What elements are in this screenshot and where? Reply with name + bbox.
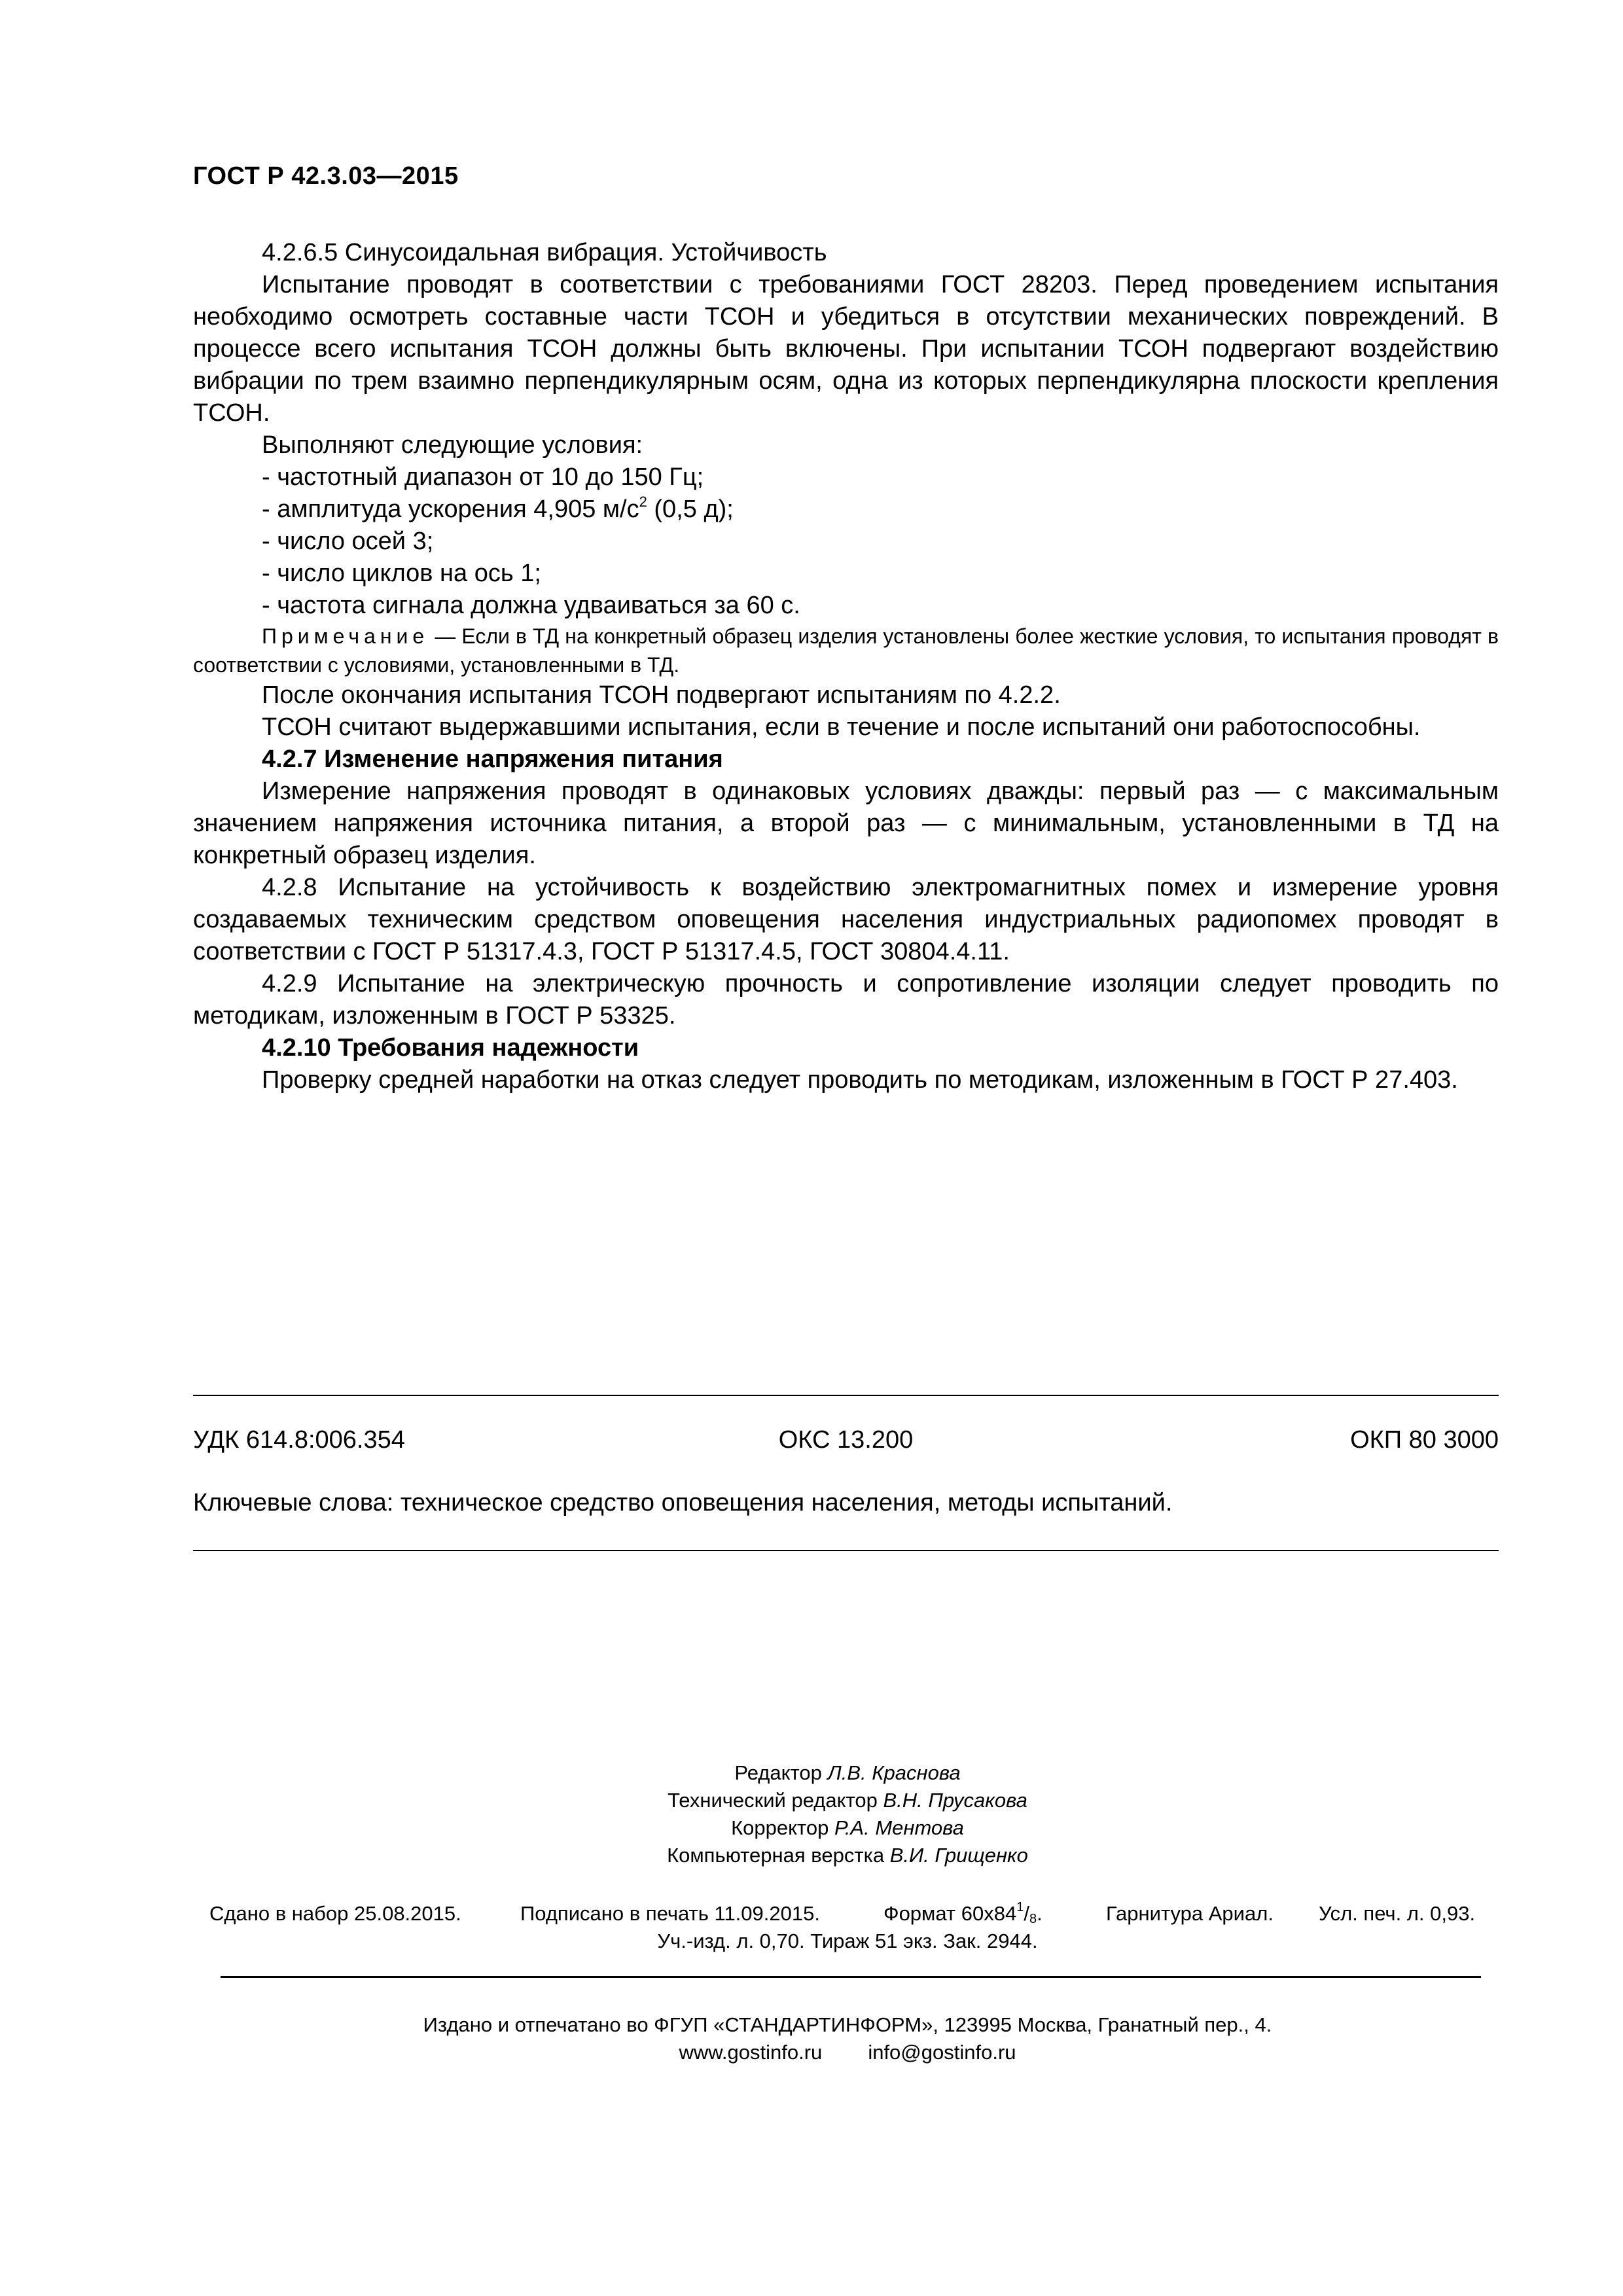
divider (221, 1976, 1481, 1978)
note-text: — Если в ТД на конкретный образец изделия установлены более жесткие условия, то испытания проводят в соответствии с условиями, установленными в ТД. (193, 624, 1499, 677)
format-denominator: 8 (1029, 1912, 1037, 1926)
imprint-sheets: Усл. печ. л. 0,93. (1319, 1902, 1476, 1925)
condition-text: - амплитуда ускорения 4,905 м/с (262, 495, 639, 523)
imprint-line-2: Уч.-изд. л. 0,70. Тираж 51 экз. Зак. 2944. (657, 1929, 1038, 1952)
note-label: Примечание (262, 624, 429, 648)
paragraph-after-test: После окончания испытания ТСОН подвергают испытаниям по 4.2.2. (262, 681, 1061, 709)
divider (193, 1550, 1499, 1551)
credit-person: Р.А. Ментова (834, 1816, 964, 1839)
credit-editor (0, 1759, 1623, 1787)
paragraph-4-2-9: 4.2.9 Испытание на электрическую прочность и сопротивление изоляции следует проводить по методикам, изложенным в ГОСТ Р 53325. (193, 970, 1499, 1030)
format-slash: / (1024, 1902, 1029, 1925)
credit-person: В.И. Грищенко (889, 1844, 1028, 1867)
oks-code: ОКС 13.200 (778, 1426, 914, 1454)
condition-text: (0,5 д); (647, 495, 734, 523)
condition-item: - число циклов на ось 1; (262, 560, 541, 587)
publisher-contacts (0, 2039, 1623, 2066)
divider (193, 1395, 1499, 1396)
credit-role: Компьютерная верстка (667, 1844, 885, 1867)
superscript: 2 (639, 493, 647, 510)
conditions-intro: Выполняют следующие условия: (262, 431, 643, 459)
email-link[interactable]: info@gostinfo.ru (868, 2041, 1016, 2064)
okp-code: ОКП 80 3000 (1350, 1426, 1499, 1454)
credit-tech-editor (0, 1787, 1623, 1814)
keywords: Ключевые слова: техническое средство оповещения населения, методы испытаний. (193, 1489, 1173, 1516)
imprint-typeset: Сдано в набор 25.08.2015. (209, 1902, 461, 1925)
section-heading-4-2-6-5: 4.2.6.5 Синусоидальная вибрация. Устойчивость (262, 239, 827, 266)
condition-item: - частота сигнала должна удваиваться за 60 с. (262, 592, 800, 619)
credit-role: Корректор (731, 1816, 829, 1839)
credit-person: Л.В. Краснова (827, 1761, 961, 1784)
publisher-block (0, 2011, 1623, 2066)
condition-item: - число осей 3; (262, 528, 434, 555)
credit-role: Технический редактор (668, 1789, 878, 1812)
publisher-line: Издано и отпечатано во ФГУП «СТАНДАРТИНФОРМ», 123995 Москва, Гранатный пер., 4. (423, 2013, 1272, 2036)
imprint-typeface: Гарнитура Ариал. (1106, 1902, 1274, 1925)
credit-person: В.Н. Прусакова (883, 1789, 1027, 1812)
format-end: . (1037, 1902, 1043, 1925)
section-heading-4-2-7: 4.2.7 Изменение напряжения питания (262, 745, 723, 773)
imprint-signed: Подписано в печать 11.09.2015. (520, 1902, 820, 1925)
imprint-format (883, 1900, 1043, 1928)
website-link[interactable]: www.gostinfo.ru (679, 2041, 823, 2064)
note (193, 622, 1499, 679)
credits-block (0, 1759, 1623, 1869)
document-code: ГОСТ Р 42.3.03—2015 (193, 162, 459, 190)
paragraph-4-2-6-5: Испытание проводят в соответствии с требованиями ГОСТ 28203. Перед проведением испытания необходимо осмотреть составные части ТСОН и убедиться в отсутствии механических повреждений. В процессе всего испытания ТСОН должны быть включены. При испытании ТСОН подвергают воздействию вибрации по трем взаимно перпендикулярным осям, одна из которых перпендикулярна плоскости крепления ТСОН. (193, 271, 1499, 427)
paragraph-4-2-7: Измерение напряжения проводят в одинаковых условиях дважды: первый раз — с максимальным значением напряжения источника питания, а второй раз — с минимальным, установленными в ТД на конкретный образец изделия. (193, 778, 1499, 869)
section-heading-4-2-10: 4.2.10 Требования надежности (262, 1034, 639, 1062)
credit-layout (0, 1842, 1623, 1869)
paragraph-4-2-10: Проверку средней наработки на отказ следует проводить по методикам, изложенным в ГОСТ Р 27.403. (262, 1066, 1458, 1094)
format-text: Формат 60х84 (883, 1902, 1017, 1925)
condition-item: - частотный диапазон от 10 до 150 Гц; (262, 463, 704, 491)
document-body (193, 237, 1499, 1096)
condition-item (193, 493, 1499, 526)
paragraph-criteria: ТСОН считают выдержавшими испытания, если в течение и после испытаний они работоспособны. (262, 713, 1421, 741)
format-numerator: 1 (1016, 1900, 1024, 1914)
udc-code: УДК 614.8:006.354 (193, 1426, 405, 1454)
paragraph-4-2-8: 4.2.8 Испытание на устойчивость к воздействию электромагнитных помех и измерение уровня создаваемых техническим средством оповещения населения индустриальных радиопомех проводят в соответствии с ГОСТ Р 51317.4.3, ГОСТ Р 51317.4.5, ГОСТ 30804.4.11. (193, 874, 1499, 965)
credit-role: Редактор (734, 1761, 822, 1784)
credit-proofreader (0, 1814, 1623, 1842)
